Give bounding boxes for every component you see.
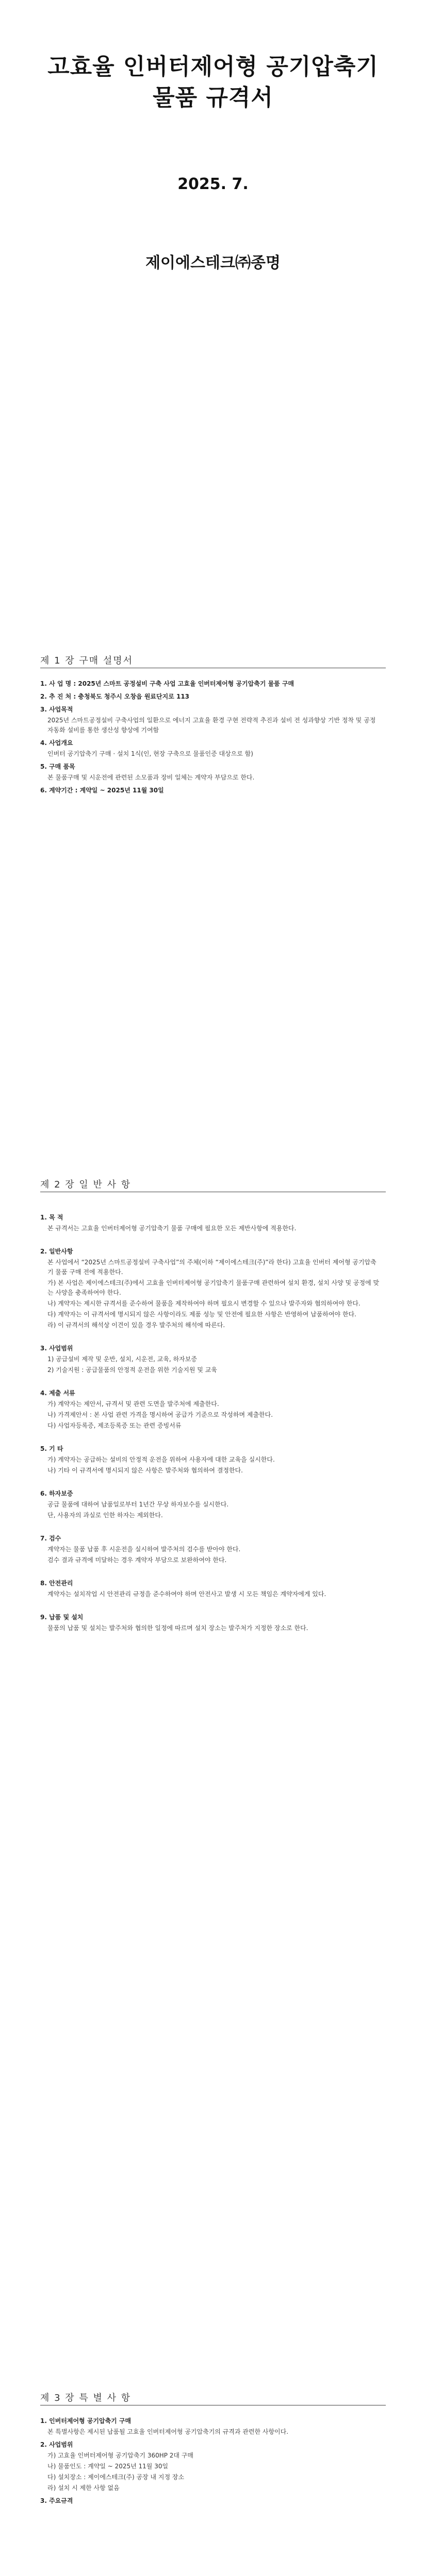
- cover-title-line1: 고효율 인버터제어형 공기압축기: [47, 54, 379, 80]
- ch3-intro-line: 1. 인버터제어형 공기압축기 구매: [40, 2417, 132, 2425]
- cover-date: 2025. 7.: [177, 175, 249, 193]
- ch2-block-line: 본 사업에서 “2025년 스마트공정설비 구축사업”의 주체(이하 “제이에스테크(주)”라 한다) 고효율 인버터 제어형 공기압축기 물품 구매 전에 적용한다.: [47, 1259, 376, 1276]
- ch2-block-line: 라) 이 규격서의 해석상 이견이 있을 경우 발주처의 해석에 따른다.: [47, 1321, 225, 1329]
- cover-page: [0, 31, 426, 299]
- ch3-intro-line: 라) 설치 시 제한 사항 없음: [47, 2484, 120, 2492]
- ch2-block-heading: 8. 안전관리: [40, 1580, 73, 1587]
- ch1-items-line: 인버터 공기압축기 구매 · 설치 1식(인, 현장 구축으로 물품인증 대상으로 함): [47, 750, 253, 757]
- ch2-block-line: 가) 계약자는 공급하는 설비의 안정적 운전을 위하여 사용자에 대한 교육을 실시한다.: [47, 1456, 275, 1463]
- ch2-block-line: 검수 결과 규격에 미달하는 경우 계약자 부담으로 보완하여야 한다.: [47, 1556, 227, 1564]
- ch3-intro-line: 가) 고효율 인버터제어형 공기압축기 360HP 2대 구매: [47, 2452, 194, 2459]
- ch2-block-line: 1) 공급설비 제작 및 운반, 설치, 시운전, 교육, 하자보증: [47, 1355, 197, 1363]
- ch2-block-heading: 2. 일반사항: [40, 1248, 73, 1255]
- ch3-intro-line: 다) 설치장소 : 제이에스테크(주) 공장 내 지정 장소: [47, 2473, 185, 2481]
- ch2-block-heading: 7. 검수: [40, 1535, 61, 1542]
- chapter3-intro: [40, 2413, 381, 2507]
- ch1-items-line: 6. 계약기간 : 계약일 ~ 2025년 11월 30일: [40, 787, 164, 794]
- ch2-block-line: 나) 기타 이 규격서에 명시되지 않은 사항은 발주처와 협의하여 결정한다.: [47, 1467, 243, 1474]
- ch2-block-line: 가) 계약자는 제안서, 규격서 및 관련 도면을 발주처에 제출한다.: [47, 1400, 219, 1408]
- ch2-block-heading: 4. 제출 서류: [40, 1389, 75, 1397]
- chapter3-heading: 제 3 장 특 별 사 항: [40, 2393, 132, 2403]
- ch2-block-heading: 3. 사업범위: [40, 1345, 73, 1352]
- ch2-block-line: 공급 물품에 대하여 납품일로부터 1년간 무상 하자보수를 실시한다.: [47, 1501, 229, 1508]
- ch2-block-line: 본 규격서는 고효율 인버터제어형 공기압축기 물품 구매에 필요한 모든 제반사항에 적용한다.: [47, 1225, 297, 1232]
- ch2-block-line: 가) 본 사업은 제이에스테크(주)에서 고효율 인버터제어형 공기압축기 물품구매 관련하여 설치 환경, 설치 사양 및 공정에 맞는 사양을 충족하여야 한다.: [47, 1279, 380, 1296]
- chapter2-body: [40, 1199, 381, 1634]
- ch1-items-line: 2. 추 진 처 : 충청북도 청주시 오창읍 원료단지로 113: [40, 693, 190, 700]
- ch2-block-line: 나) 계약자는 제시한 규격서를 준수하여 물품을 제작하여야 하며 필요시 변경할 수 있으나 발주자와 협의하여야 한다.: [47, 1300, 361, 1307]
- ch2-block-line: 나) 가격제안서 : 본 사업 관련 가격을 명시하여 공급가 기준으로 작성하며 제출한다.: [47, 1411, 273, 1418]
- ch3-intro-line: 본 특별사항은 제시된 납품될 고효율 인버터제어형 공기압축기의 규격과 관련한 사항이다.: [47, 2428, 289, 2435]
- ch3-intro-line: 나) 물품인도 : 계약일 ~ 2025년 11월 30일: [47, 2463, 169, 2470]
- ch1-items-line: 4. 사업개요: [40, 739, 73, 747]
- ch1-items-line: 3. 사업목적: [40, 706, 73, 713]
- ch2-block-line: 다) 계약자는 이 규격서에 명시되지 않은 사항이라도 제품 성능 및 안전에 필요한 사항은 반영하여 납품하여야 한다.: [47, 1311, 356, 1318]
- ch2-block-line: 단, 사용자의 과실로 인한 하자는 제외한다.: [47, 1512, 163, 1519]
- ch2-block-line: 계약자는 설치작업 시 안전관리 규정을 준수하여야 하며 안전사고 발생 시 모든 책임은 계약자에게 있다.: [47, 1590, 326, 1598]
- ch1-items-line: 1. 사 업 명 : 2025년 스마트 공정설비 구축 사업 고효율 인버터제어형 공기압축기 물품 구매: [40, 680, 294, 687]
- ch2-block-line: 2) 기술지원 : 공급물품의 안정적 운전을 위한 기술지원 및 교육: [47, 1366, 217, 1374]
- cover-title-line2: 물품 규격서: [153, 84, 273, 111]
- chapter1-body: [40, 676, 381, 796]
- ch1-items-line: 2025년 스마트공정설비 구축사업의 일환으로 에너지 고효율 환경 구현 전략적 추진과 설비 전 성과향상 기반 정착 및 공정 자동화 설비를 통한 생산성 향상에 기여함: [47, 717, 376, 734]
- ch2-block-heading: 9. 납품 및 설치: [40, 1614, 84, 1621]
- ch1-items-line: 5. 구매 품목: [40, 763, 75, 770]
- ch2-block-heading: 6. 하자보증: [40, 1490, 73, 1497]
- ch2-block-line: 다) 사업자등록증, 제조등록증 또는 관련 증빙서류: [47, 1422, 182, 1429]
- ch3-intro-line: 3. 주요규격: [40, 2497, 73, 2504]
- ch1-items-line: 본 물품구매 및 시운전에 관련된 소모품과 장비 일체는 계약자 부담으로 한다.: [47, 774, 255, 781]
- ch2-block-heading: 1. 목 적: [40, 1214, 63, 1221]
- chapter1-heading: 제 1 장 구매 설명서: [40, 655, 134, 666]
- chapter2-heading: 제 2 장 일 반 사 항: [40, 1179, 132, 1190]
- ch3-intro-line: 2. 사업범위: [40, 2441, 73, 2448]
- cover-company: 제이에스테크㈜종명: [145, 254, 281, 272]
- ch2-block-line: 물품의 납품 및 설치는 발주처와 협의한 일정에 따르며 설치 장소는 발주처가 지정한 장소로 한다.: [47, 1624, 308, 1632]
- ch2-block-line: 계약자는 물품 납품 후 시운전을 실시하여 발주처의 검수를 받아야 한다.: [47, 1546, 241, 1553]
- ch2-block-heading: 5. 기 타: [40, 1445, 63, 1452]
